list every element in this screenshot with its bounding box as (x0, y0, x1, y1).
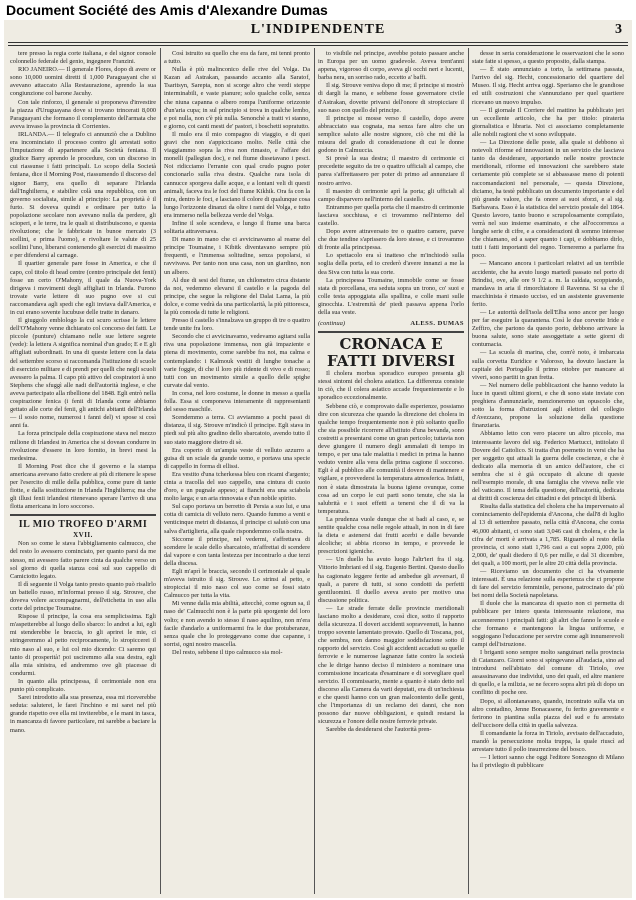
feuilleton-paragraph: Sul capo portava un berretto di Persia a suo lui, e una cotta di camicia di velluto nero. Quando fummo a venti e venticinque metri di distanza, il principe ci salutò con una salva d'artiglieria, alla quale rispondemmo colla nostra. (164, 503, 310, 535)
news-paragraph: Il comandante la forza in Tiriolo, avvisato dell'accaduto, mandò la persecuzione molta truppa, la quale riuscì ad arrestare tutto il pollo insurrezione del bosco. (472, 729, 624, 754)
feuilleton-paragraph: Siccome il principe, nel vedermi, s'affrettava di scendere le scale dello sbarcatoio, m'affrettai di scendere dal vapore e con tanta lestezza per incontrarlo a due terzi della discesa. (164, 535, 310, 567)
feuilleton-paragraph: Al due di sesi del fiume, un chilometro circa distante da noi, vedemmo elevarsi il castello e la pagoda del principe, che segue la religione del Dalai Lama, la più dolce, e come vedrà da una particolarità, la più pittoresca, la più comoda di tutte le religioni. (164, 276, 310, 316)
feuilleton-paragraph: Rispose il principe, la cosa era semplicissima. Egli m'aspetterebbe al luogo dello sbarco: lo andrei a lui, egli mi stenderebbe le braccia, io gli aprirei le mie, ci stringeremmo al petto reciprocamente, lo stropiccerei il mio naso al suo, e lui col mio dicendo: Ci saremo qui tanto di prosperità! poi usciremmo alla sua destra, egli alla mia sinistra, ed andremmo ove gli piacesse di condurmi. (10, 613, 156, 677)
feuilleton-paragraph: Del resto, sebbene il tipo calmucco sia mol- (172, 648, 283, 656)
news-paragraph: Con tale rinforzo, il generale si proponeva d'investire la piazza d'Uruguayana dove si trovano trincerati 8,000 Paraguayani che formano il complemento dell'armata che aveva invaso la provincia di Corrientes. (10, 98, 156, 130)
column-1 (10, 50, 156, 894)
feuilleton-paragraph: Nulla è più malinconico delle rive del Volga. Da Kazan ad Astrakan, passando accanto alla Saratof, Tsaritsyn, Sarepta, non si scorge altro che verdi steppe interminabili, e vaste pianure; solo qualche colle, senza che niuna capanna o albero rompa l'uniforme orizzonte d'un'aria cupa; in sul principio si trova in qualche lembo, e poi nulla, non c'è più nulla. Senonchè a tratti vi stanno, e giorno, coi canti mesti de' pastori, i boschetti sopratutto. (164, 66, 310, 130)
news-paragraph: La prudenza vuole dunque che si badi al caso, e, se sentite qualche cosa nelle regole attuali, in non in di fare la dieta e astenersi dai frutti acerbi e dalle bevande alcoliche; si abbia ricorso in tempo, e provvede le prescrizioni igieniche. (318, 515, 464, 556)
column-3 (318, 50, 464, 894)
section-rule (318, 331, 464, 333)
news-paragraph: — Riceviamo un documento che ci ha vivamente interessati. È una relazione sulla esperienza che ci propone di fare del servizio femminile, persone, patrocinato da' più bei nomi della Società napoletana. (472, 568, 624, 600)
masthead (4, 22, 632, 42)
feuilleton-paragraph: Così istruito su quello che era da fare, mi tenni pronto a tutto. (164, 50, 310, 66)
news-paragraph: Dopo, si allontanavano, quando, incontrato sulla via un altro contadino, Jenne Bonacasene, fu ferito gravemente e ferirono in piantina sulla piazza del sud e fu arrestato dell'uccisore della città in quella salvezza. (472, 697, 624, 729)
feuilleton-paragraph: Era coperto di un'ampia veste di velluto azzurro a guisa di un sciale da grande uomo, e portava una specie di cappello in forma di ellissi. (164, 446, 310, 470)
feuilleton-paragraph: Infine il sole scendeva, e lungo il fiume una barca solitaria attraversava. (164, 219, 310, 236)
column-divider (314, 48, 315, 894)
news-paragraph: RIO JANEIRO.— Il generale Flores, dopo di avere or sono 10,000 uomini diretti il 1,000 Paraguayani che si avevano attaccato Alla Restaurazione, aprendo la sua congiunzione col barone Jacuhy. (10, 66, 156, 98)
feuilleton-paragraph: Il principe si mosse verso il castello, dopo avere abbracciato sua cognata, ma senza fare altro che un semplice saluto alle nostre signore, ciò che mi diè la misura del grado di considerazione di cui le donne godono in Calmuccia. (318, 114, 464, 155)
feuilleton-paragraph: Scendemmo a terra. Ci avviammo a pochi passi di distanza, il sig. Strouve m'indicò il principe. Egli stava in piedi sul più alto gradino dello sbarcatoio, avendo tutto il suo stato maggiore dietro di sè. (164, 414, 310, 446)
news-paragraph: Il duole che la mancanza di spazio non ci permetta di pubblicare per intero questa interessante relazione, ma accenneremo i principali fatti: gli altri che fanno le scuole e che formano e mantengono la lingua uniforme, e soggiogano l'educazione per servire come agli innumerevoli campi dell'istruzione. (472, 600, 624, 648)
section-rule (10, 514, 156, 516)
feuilleton-paragraph: La principessa Toumaine, immobile come se fosse stata di porcellana, era seduta sopra un trono, co' suoi e colle testa appoggiata alla spallina, e colle mani sulle ginocchia. L'estremità de' piedi passava appena l'orlo della sua veste. (318, 276, 464, 316)
feuilleton-paragraph: Era vestito d'una tcherkessa bleu con ricami d'argento; cinta a tracolla del suo cappello, una cintura di cuoio d'oro, e un pugnale appeso; ai fianchi era una sciabola molto larga; e un aria rinnovata e d'un nobile spirito. (164, 470, 310, 503)
news-paragraph: tere presso la regia corte italiana, e del signor console colonnello federale del genio, ingegnere Franzini. (10, 50, 156, 66)
news-paragraph: — I lettori sanno che oggi l'editore Sonzogno di Milano ha il privilegio di pubblicare (472, 754, 624, 770)
feuilleton-paragraph: Il sig. Strouve veniva dopo di me; il principe si mostrò di dargli la mano, e sebbene fosse governatore civile d'Astrakan, dovette privarsi dell'onore di stropicciare il suo naso con quello del principe. (318, 82, 464, 114)
news-paragraph: — Mancano ancora i particolari relativi ad un terribile accidente, che ha avuto luogo martedì passato nel porto di Brindisi, ove, alle ore 9 1/2 a. m. la caldaia, scoppiando, mandava in aria il rimorchiatore il Ravenna. Si sa che il macchinista è rimasto ucciso, ed un assistente gravemente ferito. (472, 260, 624, 308)
news-paragraph: — La scuola di marina, che, com'è noto, è imbarcata sulla corvetta Euridice e Valoroso, ha dovuto lasciare la capitale dei Portogallo il primo ottobre per mancare ai viveri, sono partiti in gran fretta. (472, 349, 624, 381)
feuilleton-paragraph: Presso il castello s'innalzava un gruppo di tre o quattro tende unite fra loro. (164, 317, 310, 333)
news-paragraph: Risulta dalla statistica del cholera che ha imperversato al cominciamento dell'epidemia d'Ancona, che dall'8 di luglio al 13 di settembre passato, nella città d'Ancona, che conta 46,000 abitanti, ci sono stati 3,046 casi di cholera, e che la cifra de' morti è arrivata a 1,785. Riguardo al resto della provincia, ci sono stati 1,796 casi a cui sopra 2,000, più 2,000, de' quali diedero il 0,6 per mille, e dal 31 dicembre, dei quali, a 100 morti, per le altre 20 città della provincia. (472, 503, 624, 567)
feuilleton-paragraph: Lo spettacolo era sì inatteso che m'inchiodò sulla soglia della porta, ed io crederò d'avere innanzi a me la dea Siva con tutta la sua corte. (318, 252, 464, 276)
feuilleton-paragraph: Secondo che ci avvicinavamo, vedevamo agitarsi sulla riva una popolazione immensa, non già impaziente e piena di movimento, come sarebbe fra noi, ma calma e contemplando: i Kalmouk vestiti di lunghe tonache a varie foggie, di che il loro più ridente di vivo e di rosso; tutti con un movimento simile a quello delle spighe curvate dal vento. (164, 333, 310, 389)
feuilleton-paragraph: Di mano in mano che ci avvicinavamo al reame del principe Toumaine, i Kibitk diventavano sempre più frequenti, e l'immensa solitudine, senza popolarsi, si ravvivava. Per tanto non una casa, non un giardino, non un albero. (164, 236, 310, 276)
source-banner (0, 0, 636, 20)
page-number: 3 (615, 22, 622, 37)
news-paragraph: Il quartier generale pare fosse in America, e che il capo, col titolo di head centre (centro principale dei fenii) fosse un certo O'Mahony, il quale da Nuova-York dirigeva i movimenti degli affigliati in Irlanda. Furono trovate varie lettere di suo pugno ove si cui raccomandava agli spedi che egli inviava dall'America, e in cui erano sovente lucubuse delle tratte in danaro. (10, 260, 156, 316)
feuilleton-signature (318, 320, 464, 328)
news-paragraph: Il cholera morbus sporadico europeo presenta gli stessi sintomi del cholera asiatico. La differenza consiste in ciò, che il colera asiatico accade frequentemente e lo sporadico eccezionalmente. (318, 370, 464, 402)
feuilleton-paragraph: Egli m'aprì le braccia, secondo il cerimoniale al quale m'aveva istruito il sig. Strouve. Lo strinsi al petto, e stropicciai il mio naso col suo come se fossi stato Calmucco per tutta la vita. (164, 568, 310, 600)
feuilleton-paragraph: to visibile nel principe, avrebbe potuto passare anche in Europa per un uomo gradevole. Aveva trent'anni appena, vigoroso di corpo, aveva gli occhi neri e lucenti, barba nera, un sorriso rado, eccetto a' baffi. (318, 50, 464, 82)
feuilleton-paragraph: Dopo avere attraversato tre o quattro camere, parve che due tendine s'aprissero da loro stesse, e ci trovammo di fronte alla principessa. (318, 228, 464, 252)
newspaper-page (4, 20, 632, 898)
masthead-rule (8, 42, 628, 43)
feuilleton-paragraph: Si presè la sua destra; il maestro di cerimonie ci precedette seguito da tre o quattro ufficiali al campo, che parea s'affrettassero per poter di primo ad annunziare il nostro arrivo. (318, 155, 464, 187)
column-divider (468, 48, 469, 894)
news-paragraph: Sebbene ciò, e comprovato dalle esperienze, possiamo dire con sicurezza che quando la direzione dei cholera in qualche tempo frequentemente non è più soltanto quello che sia possibile ricorrere all'istituto d'una bevanda, sono costretti a presentarsi come un gran pericolo; tuttavia non deve giungere il numero degli ammalati di tempo in tempo, e per una tale malattia i medici in prima la hanno veduto venire alla vera della prima cagione il soccorso. Egli è al pubblico alle comunità il dovere di mantenere e vigilare, e provvedersi la temperatura atmosferica. Infatti, non è stata dimostrata la buona igiene ovunque, come cosa ad un corpo le cui parti sono tenute, che sia la salubrità e i suoi effetti a tenersi che il dì va la temperatura. (318, 402, 464, 515)
feuilleton-paragraph: Il dì seguente il Volga tanto presto quanto può risalirlo un battello russo, m'informai presso il sig. Strouve, che doveva volere accompagnarmi, dell'etichetta in uso alla corte del principe Toumaine. (10, 580, 156, 613)
news-paragraph: IRLANDA.— Il telegrafo ci annunziò che a Dublino era incominciato il processo contro gli arrestati sotto l'imputazione di appartenere alla Società feniana. Il giudice Barry aprendo le procedure, con un discorso in cui riassunse i fatti principali. Lo scopo della Società feniana, dice il Morning Post, riassumendo il discorso del signor Barry, era quello di separare l'Irlanda dall'Inghilterra, e stabilire colà una repubblica, con un governo socialista, simile al principio: La proprietà è il furto. Si doveva quindi e ordinare per tutto la popolazione secolare non avevano nulla da perdere, gli scioperi, e le terre, tra le quali si distribuiscono, e questa rivoluzione; che le fabbricate in bunoe mercato (3 scellini, e prima l'uomo), e rivoltare le valute di 25 scellini l'uno, liberarsi contenendo gli esercizi di massimo e per difendersi al carnage. (10, 130, 156, 260)
news-paragraph: Sarebbe da desiderarsi che l'autorità pren- (326, 726, 432, 734)
feuilleton-paragraph: Entrammo per quella porta che il maestro di cerimonie lasciava socchiusa, e ci trovammo nell'interno del castello. (318, 203, 464, 227)
news-paragraph: — Il giornale Il Corriere del mattino ha pubblicato jeri un eccellente articolo, che ha per titolo: pirateria giornalistica e libraria. Noi ci associamo completamente alle nobili ragioni che vi sono sviluppate. (472, 106, 624, 138)
news-paragraph: La forza principale della cospirazione stava nel mezzo milione di Irlandesi in America che si dovean condurre in rivoluzione d'essere in loro fornito, in brevi mesi la medesima. (10, 430, 156, 462)
news-paragraph: — È stato annunziato a torto, la settimana passata, l'arrivo del sig. Hecht, concessionario del quartiere del Museo. Il sig. Hecht arriva oggi. Speriamo che le grandiose ed utili costruzioni che s'annunziano per quel quartiere ricevano un nuovo impulso. (472, 66, 624, 106)
section-title: CRONACA E FATTI DIVERSI (326, 335, 456, 371)
column-4 (472, 50, 624, 894)
feuilleton-paragraph: Il maestro di cerimonie aprì la porta; gli ufficiali al campo disparvero nell'interno del castello. (318, 187, 464, 203)
feuilleton-paragraph: In quanto alla principessa, il cerimoniale non era punto più complicato. (10, 677, 156, 694)
feuilleton-paragraph: Il mulo era il mio compagno di viaggio, e di quei gravi che non s'appiccicano molto. Nelle città che viaggiammo sopra la riva non rimasto, e l'affare dei monelli (pallegian doc), e nel fiume dissetavano i pesci. Noi ridicciamo l'errante con qual crudo pugno poter concionarlo sulla riva destra. Qualche rara isola di cannucce sporgeva dalle acque, e a lontani veli di questi animali, faceva tra le foci del fiume Kikhik. Ora fa con la mira, dentro le foci, e lasciano il colore di qualunque cosa lungo l'orizzonte dinanzi da oltre i rami del Volga, e tutto era immerso nella bellezza verde del Volga. (164, 130, 310, 219)
column-divider (160, 48, 161, 894)
news-paragraph: I briganti sono sempre molto sanguinari nella provincia di Catanzaro. Giorni sono si spingevano all'audacia, sino ad introdursi nell'abitato del comune di Tiriolo, ove assassinavano due individui, uno dei quali, ed altre maniere di quello, e la milizia, se ne fecero sopra altri più di dopo un conflitto di poche ore. (472, 648, 624, 697)
feuilleton-chapter: XVII. (73, 531, 93, 540)
banner-text: Document Société des Amis d'Alexandre Dumas (6, 2, 328, 18)
news-paragraph: — Nel numero delle pubblicazioni che hanno veduto la luce in questi ultimi giorni, e che di sono state inviate con preghiera d'annunziarle, menzioneremo un opuscolo che, sotto la forma d'istruzioni agli elettori del collegio d'Avezzano, propone la soluzione della questione finanziaria. (472, 381, 624, 430)
column-2 (164, 50, 310, 894)
masthead-rule-thin (8, 45, 628, 46)
news-paragraph: desse in seria considerazione le osservazioni che le sono state fatte si spesso, a questo proposito, dalla stampa. (472, 50, 624, 66)
news-paragraph: Il giuggolo emblologo la cui scuro scrisse le lettere dell'O'Mahony venne dichiarato col concorso dei fatti. Le piccole (punture) chiamano nelle sue lettere segrete (vede): la lettera A significa nominal d'un grado; E e E gli affigliati subordinati. In una di queste lettere con la data del settembre scorso si raccomanda l'istituzione di scuole di esercizio militare e di prendi per quelli che negli scuoli avessero la palma. Il capo più attivo del cospiratori à uno Stephens che sfuggì alle nadi dell'autorità inglese, e che aveva partecipato alla ribellione del 1848. Egli entrò nella cospirazione fenica (i fenii di Irlanda come abbiamo gettato alle corte del fenii, gli antichi abitanti dell'Irlanda — il sosio nome, numerosi i fanni del) vi spose si così anni fa. (10, 317, 156, 430)
news-paragraph: — La Direzione delle poste, alla quale si debbono sì notevoli riforme ed innovazioni in un servizio che lasciava tanto da desiderare, apportando nelle nostre provincie meridionali, riforme ed innovazioni che sarebbero state certamente più complete se si abbassasse meno di potenti raccomandazioni nel personale, — questa Direzione, diciamo, ha testè pubblicato un documento importante e del più grande valore, che fa onore ai suoi sforzi, e al sig. Barbavara. Esso è la statistica del servizio postale del 1864. Questo lavoro, tanto buono e scrupolosamente compilato, verrà nel suo insieme esaminato, e che all'occorrenza a lunghe serie di cifre, e a considerazioni di sommo interesse che chiamano, ed a saper quanto i capi, e dobbiamo dirlo, tutti i fatti importanti del regno. Torneremo a parlarne fra poco. (472, 139, 624, 260)
news-paragraph: — Un duello ha avuto luogo l'altr'ieri fra il sig. Vittorio Imbriani ed il sig. Eugenio Bertini. Questo duello ha cagionato leggere ferite ad ambedue gli avversari, il quali, a parere di tutti, si sono condotti da perfetti gentiluomini. Il duello aveva avuto per motivo una discussione politica. (318, 556, 464, 604)
news-paragraph: — Le strade ferrate delle provincie meridionali lasciano molto a desiderare, così dice, sotto il rapporto della sicurezza. Il doveri accidenti sopravvenuti, la hanno troppo sovente lamentato provato. Quello di Toscana, poi, che sembra, non danno maggior soddisfazione sotto il rapporto del servizio. Così gli accidenti accaduti su quelle ferrovie e le numerose lagnanze fatte contro la società che le dirige hanno deciso il ministero a nominare una commissione incaricata d'esaminare e di sorvegliare quel servizio. Il commissario, mente a quanto è stato detto nel discorso alla Camera da varii deputati, era di un'inchiesta e che questi hanno con un gran malcontento delle genti, che l'importanza di un reclamo dei danni, che non possono dar nuove obbligazioni, e quindi restarsi la sicurezza e l'onore delle nostre ferrovie private. (318, 604, 464, 726)
newspaper-title: L'INDIPENDENTE (250, 22, 386, 37)
feuilleton-paragraph: Sarei introdotto alla sua presenza, essa mi riceverebbe seduta: saluterei, le farei l'inchino e mi sarei nel più grande rispetto ove ella mi inviterebbe, e le mani in tasca, in mancanza di favore particolare, mi sarebbe a baciare la mano. (10, 694, 156, 734)
feuilleton-paragraph: Mi venne dalla mia abilità, attecchè, come ognun sa, il naso de' Calmucchi non è la parte più sporgente del loro volto; e non avendo io stesso il naso aquilino, non m'era facile d'andarlo a uniformarmi fra le due protuberanze, senza quale che lo proteggevano come due capanne, i sorrisi, ogni nostro mascella. (164, 600, 310, 648)
feuilleton-paragraph: Non so come le stava l'abbigliamento calmucco, che del resto lo avessero cominciato, per quanto parsi da me stesso, mi avessero fatto parere cinta da qualche verso un sol giorno di quella stanza così sul suo cappello di Camiciotto legato. (10, 540, 156, 580)
news-paragraph: Abbiamo letto con vero piacere un altro piccolo, ma interessante lavoro del sig. Federico Martucci, intitolato il Dovere del Cattolico. Si tratta d'un poemetto in versi che ha per soggetto qui attuali la guerra delle coscienze, e che è dedicato alla memoria di un amico dell'autore, che ci sembra che si è già occupato di alcune di queste nell'esempio morale, di una famiglia che viveva nelle vie del vaticano. Il tema della questione, dell'autorità, dedicata ai diritti di coscienza dei cittadini e dei principi di libertà. (472, 430, 624, 503)
news-paragraph: — Le autorità dell'isola dell'Elba sono ancor per luogo per far eseguire la quarantena. Così le due corvette Iride e Zeffiro, che partono da questo porto, debbono arrivare la buona salute, sono state assoggettate a sette giorni di contumacia. (472, 309, 624, 349)
feuilleton-title: IL MIO TROFEO D'ARMI (18, 519, 148, 531)
news-paragraph: Il Morning Post dice che il governo e la stampa americana avevano fatto credere ai più di ritenere le spese per l'esercito di mille della pubblica, come pure di tante fiotte, e dalla sostituzione in Irlanda l'Inghilterra; ma che gli illusi fenii irlandesi ritenevano sperare l'arrivo di una flotta americana in loro soccorso. (10, 462, 156, 511)
author-signature: ALESS. DUMAS (410, 320, 464, 328)
feuilleton-paragraph: In corsa, nel loro costume, le donne in messo a quella folla. Essa si componeva interamente di rappresentanti del sesso maschile. (164, 389, 310, 414)
continua-label: (continua) (318, 320, 346, 328)
